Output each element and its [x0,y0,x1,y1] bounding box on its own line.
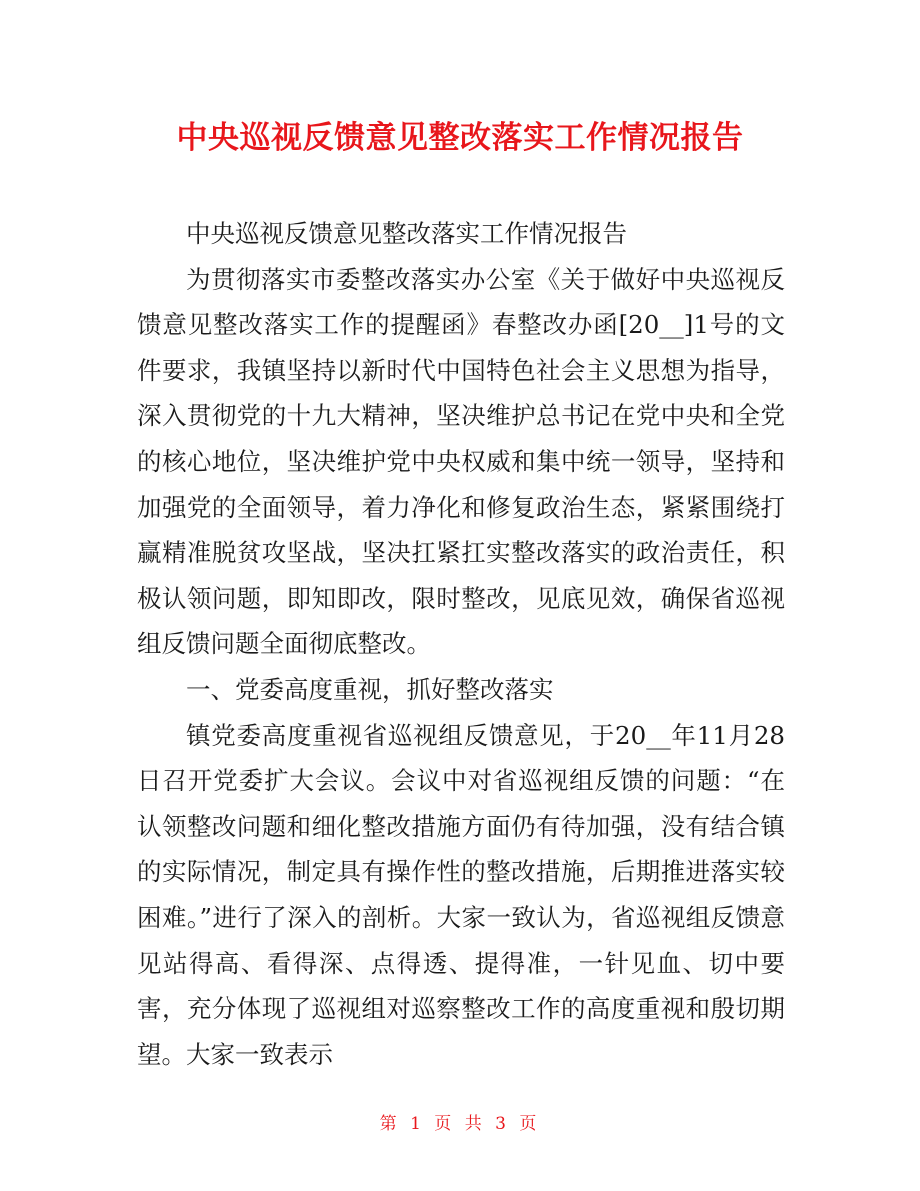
document-body [137,211,785,1077]
paragraph-section-1: 镇党委高度重视省巡视组反馈意见，于20__年11月28日召开党委扩大会议。会议中对省巡视组反馈的问题：“在认领整改问题和细化整改措施方面仍有待加强，没有结合镇的实际情况，制定具有操作性的整改措施，后期推进落实较困难。”进行了深入的剖析。大家一致认为，省巡视组反馈意见站得高、看得深、点得透、提得准，一针见血、切中要害，充分体现了巡视组对巡察整改工作的高度重视和殷切期望。大家一致表示 [137,720,785,1069]
section-heading-1: 一、党委高度重视，抓好整改落实 [186,674,554,704]
paragraph-heading-repeat: 中央巡视反馈意见整改落实工作情况报告 [186,219,627,248]
document-title: 中央巡视反馈意见整改落实工作情况报告 [176,120,744,156]
paragraph-intro: 为贯彻落实市委整改落实办公室《关于做好中央巡视反馈意见整改落实工作的提醒函》春整改办函[20__]1号的文件要求，我镇坚持以新时代中国特色社会主义思想为指导，深入贯彻党的十九大精神，坚决维护总书记在党中央和全党的核心地位，坚决维护党中央权威和集中统一领导，坚持和加强党的全面领导，着力净化和修复政治生态，紧紧围绕打赢精准脱贫攻坚战，坚决扛紧扛实整改落实的政治责任，积极认领问题，即知即改，限时整改，见底见效，确保省巡视组反馈问题全面彻底整改。 [137,264,785,659]
page-number-footer: 第 1 页 共 3 页 [379,1114,541,1134]
